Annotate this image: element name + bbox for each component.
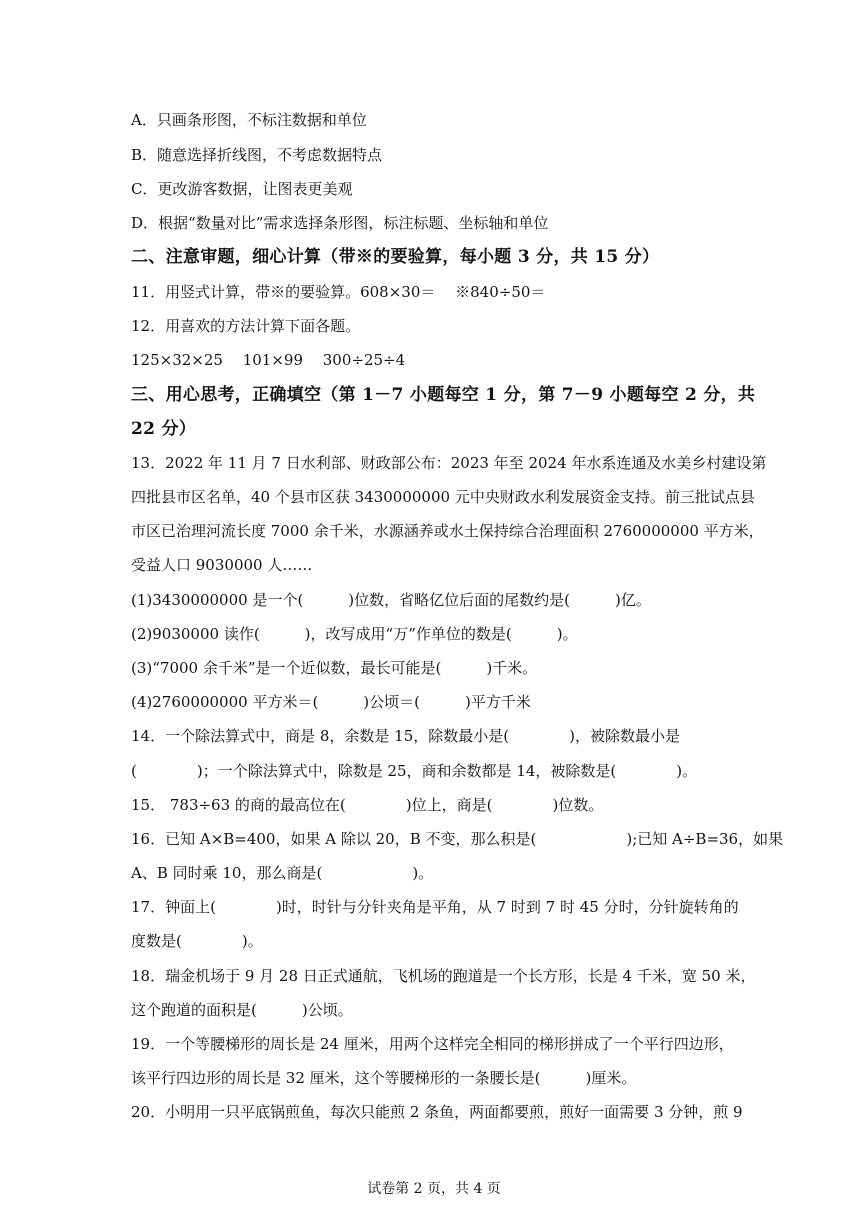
question-13-part-3: (3)“7000 余千米”是一个近似数，最长可能是( )千米。 — [131, 659, 538, 677]
question-16: 16．已知 A×B=400，如果 A 除以 20，B 不变，那么积是( );已知 A÷B=36，如果 — [131, 830, 784, 848]
question-14-line: ( )；一个除法算式中，除数是 25，商和余数都是 14，被除数是( )。 — [131, 762, 698, 780]
question-16-line: A、B 同时乘 10，那么商是( )。 — [131, 864, 434, 882]
option-a: A．只画条形图，不标注数据和单位 — [131, 111, 367, 129]
question-20: 20．小明用一只平底锅煎鱼，每次只能煎 2 条鱼，两面都要煎，煎好一面需要 3 分钟，煎 9 — [131, 1103, 743, 1121]
option-b: B．随意选择折线图，不考虑数据特点 — [131, 146, 383, 164]
question-13: 13．2022 年 11 月 7 日水利部、财政部公布：2023 年至 2024 年水系连通及水美乡村建设第 — [131, 454, 767, 472]
question-17: 17．钟面上( )时，时针与分针夹角是平角，从 7 时到 7 时 45 分时，分针旋转角的 — [131, 898, 739, 916]
question-13-line: 四批县市区名单，40 个县市区获 3430000000 元中央财政水利发展资金支持。前三批试点县 — [131, 488, 755, 506]
section-two-heading: 二、注意审题，细心计算（带※的要验算，每小题 3 分，共 15 分） — [131, 247, 660, 267]
section-three-heading: 三、用心思考，正确填空（第 1－7 小题每空 1 分，第 7－9 小题每空 2 分，共 — [131, 385, 756, 405]
question-13-line: 受益人口 9030000 人…… — [131, 556, 313, 574]
question-14: 14．一个除法算式中，商是 8，余数是 15，除数最小是( )，被除数最小是 — [131, 727, 680, 745]
option-d: D．根据“数量对比”需求选择条形图，标注标题、坐标轴和单位 — [131, 214, 549, 232]
question-11: 11．用竖式计算，带※的要验算。608×30＝ ※840÷50＝ — [131, 283, 546, 301]
question-13-part-4: (4)2760000000 平方米＝( )公顷＝( )平方千米 — [131, 693, 531, 711]
question-19: 19．一个等腰梯形的周长是 24 厘米，用两个这样完全相同的梯形拼成了一个平行四边形， — [131, 1035, 734, 1053]
option-c: C．更改游客数据，让图表更美观 — [131, 180, 353, 198]
page-footer: 试卷第 2 页，共 4 页 — [367, 1181, 501, 1197]
question-17-line: 度数是( )。 — [131, 932, 263, 950]
question-13-part-2: (2)9030000 读作( )，改写成用“万”作单位的数是( )。 — [131, 625, 578, 643]
question-18: 18．瑞金机场于 9 月 28 日正式通航，飞机场的跑道是一个长方形，长是 4 千米，宽 50 米， — [131, 967, 756, 985]
question-13-line: 市区已治理河流长度 7000 余千米，水源涵养或水土保持综合治理面积 2760000000 平方米， — [131, 522, 764, 540]
question-12-expressions: 125×32×25 101×99 300÷25÷4 — [131, 351, 406, 369]
section-three-heading-cont: 22 分） — [131, 419, 197, 439]
question-13-part-1: (1)3430000000 是一个( )位数，省略亿位后面的尾数约是( )亿。 — [131, 591, 651, 609]
question-18-line: 这个跑道的面积是( )公顷。 — [131, 1001, 353, 1019]
question-19-line: 该平行四边形的周长是 32 厘米，这个等腰梯形的一条腰长是( )厘米。 — [131, 1069, 637, 1087]
question-15: 15． 783÷63 的商的最高位在( )位上，商是( )位数。 — [131, 796, 604, 814]
question-12: 12．用喜欢的方法计算下面各题。 — [131, 317, 361, 335]
